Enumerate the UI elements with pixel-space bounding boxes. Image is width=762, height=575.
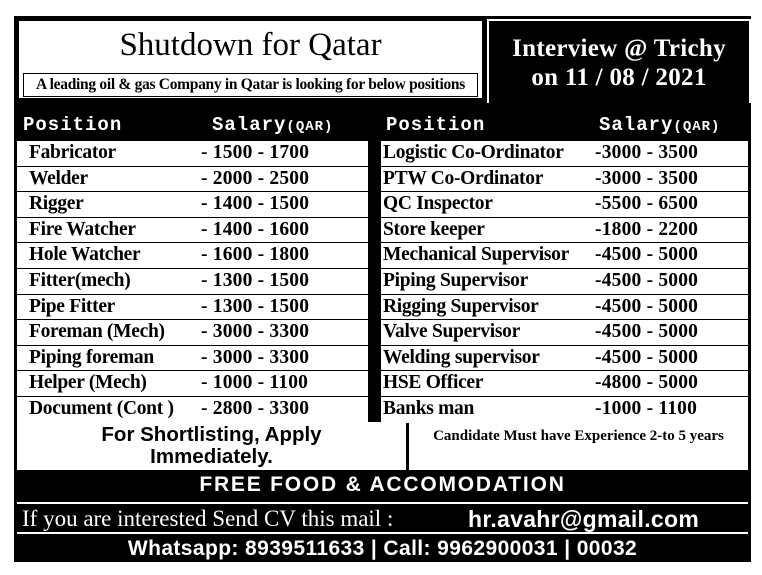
apply-line-1: For Shortlisting, Apply	[101, 423, 322, 446]
salary-range: -4500 - 5000	[595, 295, 699, 317]
position-name: Hole Watcher	[29, 244, 141, 266]
left-table-row	[17, 269, 368, 295]
salary-range: -4500 - 5000	[595, 244, 699, 266]
experience-panel	[409, 422, 748, 470]
contact-line: Whatsapp: 8939511633 | Call: 9962900031 | 00032	[127, 537, 638, 560]
left-position-header: Position	[23, 114, 123, 136]
salary-range: - 2800 - 3300	[201, 397, 310, 419]
position-name: Helper (Mech)	[29, 372, 147, 394]
salary-range: -4500 - 5000	[595, 321, 699, 343]
left-table-row	[17, 243, 368, 269]
left-table-row	[17, 346, 368, 372]
interview-date: on 11 / 08 / 2021	[531, 64, 707, 91]
right-table-row	[381, 141, 748, 167]
right-table-row	[381, 320, 748, 346]
email-address: hr.avahr@gmail.com	[468, 506, 700, 532]
position-name: Store keeper	[383, 218, 485, 240]
left-table-row	[17, 371, 368, 397]
title-panel	[17, 19, 484, 100]
right-currency-label: (QAR)	[673, 119, 721, 135]
right-salary-header	[599, 114, 720, 136]
apply-line-2: Immediately.	[150, 445, 273, 468]
apply-panel	[17, 422, 406, 470]
left-table-row	[17, 141, 368, 167]
salary-range: - 1400 - 1500	[201, 193, 310, 215]
position-name: Rigging Supervisor	[383, 295, 539, 317]
salary-range: -4500 - 5000	[595, 346, 699, 368]
salary-range: -5500 - 6500	[595, 193, 699, 215]
left-table-row	[17, 218, 368, 244]
interview-location: Interview @ Trichy	[512, 35, 726, 62]
position-name: Pipe Fitter	[29, 295, 116, 317]
poster-subtitle: A leading oil & gas Company in Qatar is looking for below positions	[36, 76, 465, 93]
position-name: Banks man	[383, 397, 475, 419]
interview-panel	[487, 19, 751, 103]
position-name: Fire Watcher	[29, 218, 136, 240]
right-table-row	[381, 371, 748, 397]
left-salary-header	[212, 114, 333, 136]
position-name: Welding supervisor	[383, 346, 540, 368]
right-table-row	[381, 295, 748, 321]
position-name: Rigger	[29, 193, 84, 215]
cv-bar	[17, 502, 748, 534]
poster-title: Shutdown for Qatar	[119, 27, 382, 63]
salary-range: - 1000 - 1100	[201, 372, 309, 394]
subtitle-panel	[23, 73, 478, 97]
right-table-row	[381, 243, 748, 269]
right-salary-header-label: Salary	[599, 114, 674, 136]
salary-range: - 3000 - 3300	[201, 346, 310, 368]
left-salary-header-label: Salary	[212, 114, 287, 136]
position-name: Fitter(mech)	[29, 269, 131, 291]
right-table-row	[381, 269, 748, 295]
cv-label: If you are interested Send CV this mail :	[22, 506, 394, 531]
salary-range: - 1300 - 1500	[201, 295, 310, 317]
salary-range: -3000 - 3500	[595, 167, 699, 189]
salary-range: -3000 - 3500	[595, 142, 699, 163]
left-currency-label: (QAR)	[286, 119, 334, 135]
left-table-row	[17, 167, 368, 193]
position-name: Document (Cont )	[29, 397, 174, 419]
right-table-row	[381, 192, 748, 218]
salary-range: - 1400 - 1600	[201, 218, 310, 240]
position-name: Piping foreman	[29, 346, 154, 368]
position-name: QC Inspector	[383, 193, 493, 215]
position-name: Mechanical Supervisor	[383, 244, 569, 266]
right-table-row	[381, 397, 748, 423]
right-table-row	[381, 346, 748, 372]
right-positions-table	[381, 141, 748, 423]
position-name: Piping Supervisor	[383, 269, 528, 291]
salary-range: -1000 - 1100	[595, 397, 698, 419]
salary-range: - 1300 - 1500	[201, 269, 310, 291]
salary-range: -1800 - 2200	[595, 218, 699, 240]
position-name: HSE Officer	[383, 372, 484, 394]
salary-range: -4800 - 5000	[595, 372, 699, 394]
position-name: Fabricator	[29, 142, 116, 163]
experience-note: Candidate Must have Experience 2-to 5 years	[433, 428, 724, 444]
salary-range: - 3000 - 3300	[201, 321, 310, 343]
benefits-banner: FREE FOOD & ACCOMODATION	[199, 473, 566, 496]
salary-range: -4500 - 5000	[595, 269, 699, 291]
left-table-row	[17, 192, 368, 218]
left-table-row	[17, 397, 368, 423]
position-name: Welder	[29, 167, 88, 189]
position-name: Valve Supervisor	[383, 321, 520, 343]
right-table-row	[381, 167, 748, 193]
left-positions-table	[17, 141, 368, 423]
position-name: PTW Co-Ordinator	[383, 167, 544, 189]
salary-range: - 1600 - 1800	[201, 244, 310, 266]
left-table-row	[17, 295, 368, 321]
salary-range: - 2000 - 2500	[201, 167, 310, 189]
right-table-row	[381, 218, 748, 244]
left-table-row	[17, 320, 368, 346]
right-position-header: Position	[386, 114, 486, 136]
salary-range: - 1500 - 1700	[201, 142, 310, 163]
position-name: Logistic Co-Ordinator	[383, 142, 564, 163]
position-name: Foreman (Mech)	[29, 321, 165, 343]
